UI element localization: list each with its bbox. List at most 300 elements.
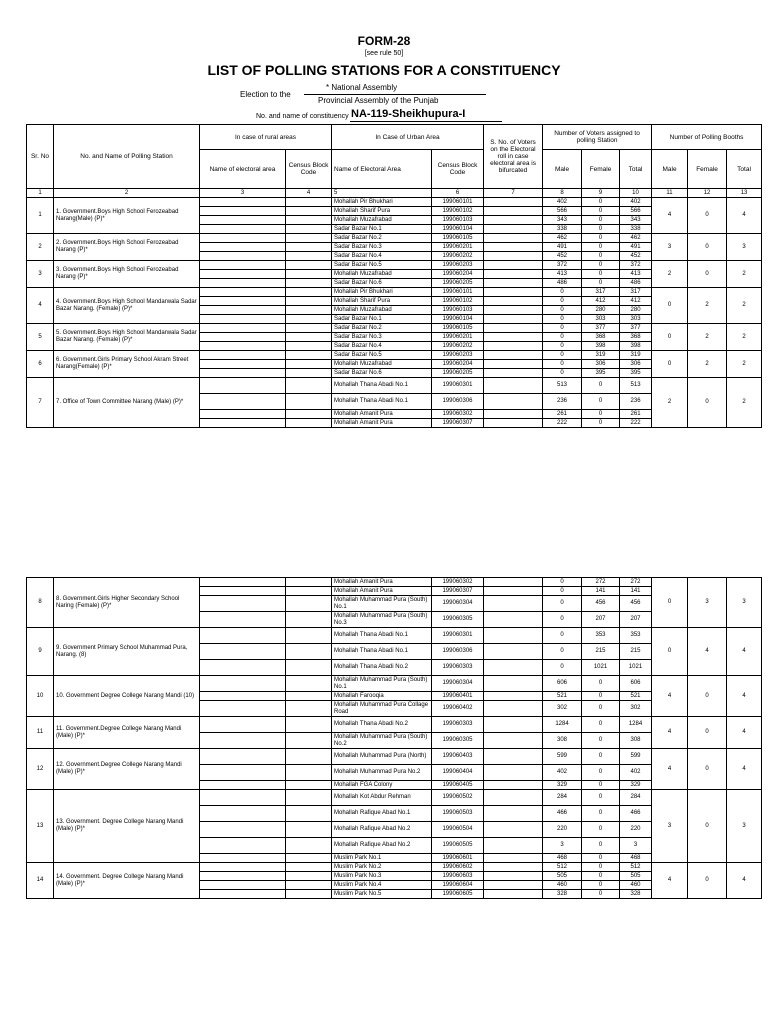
rural-census-code bbox=[286, 198, 332, 207]
voters-male: 284 bbox=[543, 790, 582, 806]
bifurcated-serial bbox=[484, 333, 543, 342]
rural-census-code bbox=[286, 863, 332, 872]
rural-electoral-area bbox=[200, 822, 286, 838]
voters-total: 368 bbox=[620, 333, 652, 342]
election-divider bbox=[304, 94, 486, 95]
rural-census-code bbox=[286, 410, 332, 419]
voters-total: 207 bbox=[620, 612, 652, 628]
booths-male: 4 bbox=[652, 198, 688, 234]
urban-electoral-area: Mohallah Pir Bhukhari bbox=[332, 288, 432, 297]
booths-male: 4 bbox=[652, 717, 688, 749]
rural-electoral-area bbox=[200, 216, 286, 225]
header-rural-areas: In case of rural areas bbox=[200, 125, 332, 150]
voters-female: 0 bbox=[582, 692, 620, 701]
header-rural-census-code: Census Block Code bbox=[286, 150, 332, 189]
table-row bbox=[27, 288, 762, 297]
voters-male: 0 bbox=[543, 628, 582, 644]
voters-total: 402 bbox=[620, 765, 652, 781]
booths-female: 2 bbox=[688, 288, 727, 324]
voters-female: 0 bbox=[582, 806, 620, 822]
bifurcated-serial bbox=[484, 270, 543, 279]
urban-electoral-area: Mohallah Muhammad Pura (South) No.2 bbox=[332, 733, 432, 749]
column-number: 7 bbox=[484, 189, 543, 198]
header-booths-male: Male bbox=[652, 150, 688, 189]
bifurcated-serial bbox=[484, 324, 543, 333]
booths-female: 0 bbox=[688, 749, 727, 790]
voters-female: 377 bbox=[582, 324, 620, 333]
bifurcated-serial bbox=[484, 692, 543, 701]
voters-total: 343 bbox=[620, 216, 652, 225]
rural-census-code bbox=[286, 378, 332, 394]
header-sr-no: Sr. No bbox=[27, 125, 54, 189]
rural-electoral-area bbox=[200, 881, 286, 890]
voters-male: 0 bbox=[543, 315, 582, 324]
header-urban-census-code: Census Block Code bbox=[432, 150, 484, 189]
census-block-code: 199060304 bbox=[432, 676, 484, 692]
voters-male: 0 bbox=[543, 342, 582, 351]
voters-total: 222 bbox=[620, 419, 652, 428]
column-number: 11 bbox=[652, 189, 688, 198]
voters-female: 0 bbox=[582, 838, 620, 854]
rural-census-code bbox=[286, 628, 332, 644]
rule-reference: [see rule 50] bbox=[364, 50, 404, 57]
urban-electoral-area: Sadar Bazar No.6 bbox=[332, 369, 432, 378]
polling-station-name: 13. Government. Degree College Narang Mandi (Male) (P)* bbox=[54, 790, 200, 863]
header-voters-total: Total bbox=[620, 150, 652, 189]
booths-female: 0 bbox=[688, 234, 727, 261]
bifurcated-serial bbox=[484, 261, 543, 270]
polling-stations-table-page-2 bbox=[26, 577, 762, 899]
voters-female: 0 bbox=[582, 279, 620, 288]
rural-census-code bbox=[286, 612, 332, 628]
voters-female: 368 bbox=[582, 333, 620, 342]
bifurcated-serial bbox=[484, 822, 543, 838]
voters-male: 460 bbox=[543, 881, 582, 890]
national-assembly-option: * National Assembly bbox=[326, 83, 398, 92]
urban-electoral-area: Sadar Bazar No.4 bbox=[332, 342, 432, 351]
voters-male: 466 bbox=[543, 806, 582, 822]
voters-male: 0 bbox=[543, 369, 582, 378]
voters-female: 0 bbox=[582, 234, 620, 243]
bifurcated-serial bbox=[484, 306, 543, 315]
rural-electoral-area bbox=[200, 279, 286, 288]
rural-electoral-area bbox=[200, 261, 286, 270]
voters-female: 0 bbox=[582, 270, 620, 279]
urban-electoral-area: Sadar Bazar No.3 bbox=[332, 333, 432, 342]
census-block-code: 199060102 bbox=[432, 207, 484, 216]
booths-female: 2 bbox=[688, 351, 727, 378]
census-block-code: 199060105 bbox=[432, 324, 484, 333]
rural-census-code bbox=[286, 806, 332, 822]
voters-total: 319 bbox=[620, 351, 652, 360]
voters-total: 303 bbox=[620, 315, 652, 324]
rural-census-code bbox=[286, 733, 332, 749]
rural-electoral-area bbox=[200, 270, 286, 279]
voters-male: 328 bbox=[543, 890, 582, 899]
polling-station-name: 10. Government Degree College Narang Mandi (10) bbox=[54, 676, 200, 717]
census-block-code: 199060504 bbox=[432, 822, 484, 838]
voters-male: 338 bbox=[543, 225, 582, 234]
booths-total: 4 bbox=[727, 749, 762, 790]
urban-electoral-area: Mohallah Thana Abadi No.1 bbox=[332, 394, 432, 410]
voters-female: 398 bbox=[582, 342, 620, 351]
voters-total: 317 bbox=[620, 288, 652, 297]
rural-census-code bbox=[286, 717, 332, 733]
census-block-code: 199060102 bbox=[432, 297, 484, 306]
voters-total: 215 bbox=[620, 644, 652, 660]
voters-female: 306 bbox=[582, 360, 620, 369]
rural-electoral-area bbox=[200, 288, 286, 297]
station-sr-no: 4 bbox=[27, 288, 54, 324]
voters-total: 513 bbox=[620, 378, 652, 394]
station-sr-no: 1 bbox=[27, 198, 54, 234]
rural-electoral-area bbox=[200, 207, 286, 216]
voters-male: 0 bbox=[543, 587, 582, 596]
bifurcated-serial bbox=[484, 243, 543, 252]
census-block-code: 199060602 bbox=[432, 863, 484, 872]
rural-census-code bbox=[286, 360, 332, 369]
bifurcated-serial bbox=[484, 881, 543, 890]
rural-census-code bbox=[286, 676, 332, 692]
urban-electoral-area: Mohallah Sharif Pura bbox=[332, 297, 432, 306]
bifurcated-serial bbox=[484, 216, 543, 225]
voters-male: 372 bbox=[543, 261, 582, 270]
rural-electoral-area bbox=[200, 765, 286, 781]
booths-male: 3 bbox=[652, 790, 688, 863]
table-row bbox=[27, 351, 762, 360]
constituency-underline bbox=[350, 121, 502, 122]
rural-electoral-area bbox=[200, 612, 286, 628]
rural-electoral-area bbox=[200, 297, 286, 306]
rural-census-code bbox=[286, 342, 332, 351]
voters-total: 460 bbox=[620, 881, 652, 890]
census-block-code: 199060404 bbox=[432, 765, 484, 781]
voters-male: 343 bbox=[543, 216, 582, 225]
urban-electoral-area: Mohallah Amanit Pura bbox=[332, 419, 432, 428]
voters-total: 505 bbox=[620, 872, 652, 881]
booths-female: 0 bbox=[688, 790, 727, 863]
header-bifurcated-voters: S. No. of Voters on the Electoral roll in case electoral area is bifurcated bbox=[484, 125, 543, 189]
station-sr-no: 2 bbox=[27, 234, 54, 261]
census-block-code: 199060502 bbox=[432, 790, 484, 806]
rural-electoral-area bbox=[200, 578, 286, 587]
voters-female: 0 bbox=[582, 701, 620, 717]
voters-total: 261 bbox=[620, 410, 652, 419]
voters-female: 0 bbox=[582, 378, 620, 394]
urban-electoral-area: Mohallah Muhammad Pura (South) No.1 bbox=[332, 596, 432, 612]
census-block-code: 199060205 bbox=[432, 369, 484, 378]
voters-male: 0 bbox=[543, 297, 582, 306]
table-row bbox=[27, 198, 762, 207]
voters-male: 261 bbox=[543, 410, 582, 419]
bifurcated-serial bbox=[484, 863, 543, 872]
booths-male: 0 bbox=[652, 324, 688, 351]
constituency-name: NA-119-Sheikhupura-I bbox=[351, 108, 466, 120]
voters-male: 329 bbox=[543, 781, 582, 790]
voters-female: 0 bbox=[582, 717, 620, 733]
voters-total: 353 bbox=[620, 628, 652, 644]
rural-census-code bbox=[286, 781, 332, 790]
urban-electoral-area: Mohallah Muhammad Pura Collage Road bbox=[332, 701, 432, 717]
voters-total: 284 bbox=[620, 790, 652, 806]
booths-total: 2 bbox=[727, 351, 762, 378]
urban-electoral-area: Mohallah Muhammad Pura (South) No.3 bbox=[332, 612, 432, 628]
urban-electoral-area: Sadar Bazar No.4 bbox=[332, 252, 432, 261]
census-block-code: 199060203 bbox=[432, 351, 484, 360]
rural-electoral-area bbox=[200, 587, 286, 596]
column-number: 5 bbox=[332, 189, 432, 198]
urban-electoral-area: Muslim Park No.1 bbox=[332, 854, 432, 863]
bifurcated-serial bbox=[484, 419, 543, 428]
table-row bbox=[27, 863, 762, 872]
census-block-code: 199060304 bbox=[432, 596, 484, 612]
voters-female: 303 bbox=[582, 315, 620, 324]
voters-female: 456 bbox=[582, 596, 620, 612]
voters-female: 141 bbox=[582, 587, 620, 596]
rural-electoral-area bbox=[200, 243, 286, 252]
rural-electoral-area bbox=[200, 749, 286, 765]
voters-male: 302 bbox=[543, 701, 582, 717]
voters-female: 272 bbox=[582, 578, 620, 587]
rural-census-code bbox=[286, 207, 332, 216]
voters-male: 521 bbox=[543, 692, 582, 701]
rural-census-code bbox=[286, 578, 332, 587]
booths-male: 3 bbox=[652, 234, 688, 261]
census-block-code: 199060305 bbox=[432, 612, 484, 628]
voters-total: 308 bbox=[620, 733, 652, 749]
rural-census-code bbox=[286, 587, 332, 596]
urban-electoral-area: Mohallah Pir Bhukhari bbox=[332, 198, 432, 207]
rural-electoral-area bbox=[200, 394, 286, 410]
voters-female: 317 bbox=[582, 288, 620, 297]
voters-male: 606 bbox=[543, 676, 582, 692]
voters-male: 0 bbox=[543, 306, 582, 315]
booths-female: 4 bbox=[688, 628, 727, 676]
census-block-code: 199060401 bbox=[432, 692, 484, 701]
rural-electoral-area bbox=[200, 306, 286, 315]
booths-male: 2 bbox=[652, 378, 688, 428]
header-voters-male: Male bbox=[543, 150, 582, 189]
voters-female: 280 bbox=[582, 306, 620, 315]
voters-total: 466 bbox=[620, 806, 652, 822]
rural-census-code bbox=[286, 315, 332, 324]
voters-male: 222 bbox=[543, 419, 582, 428]
rural-electoral-area bbox=[200, 351, 286, 360]
booths-male: 0 bbox=[652, 628, 688, 676]
rural-electoral-area bbox=[200, 717, 286, 733]
rural-census-code bbox=[286, 765, 332, 781]
bifurcated-serial bbox=[484, 872, 543, 881]
bifurcated-serial bbox=[484, 207, 543, 216]
urban-electoral-area: Muslim Park No.4 bbox=[332, 881, 432, 890]
voters-male: 452 bbox=[543, 252, 582, 261]
voters-male: 0 bbox=[543, 578, 582, 587]
voters-female: 207 bbox=[582, 612, 620, 628]
voters-male: 402 bbox=[543, 198, 582, 207]
table-row bbox=[27, 578, 762, 587]
bifurcated-serial bbox=[484, 612, 543, 628]
census-block-code: 199060403 bbox=[432, 749, 484, 765]
rural-census-code bbox=[286, 838, 332, 854]
rural-census-code bbox=[286, 369, 332, 378]
census-block-code: 199060601 bbox=[432, 854, 484, 863]
voters-female: 215 bbox=[582, 644, 620, 660]
column-number: 3 bbox=[200, 189, 286, 198]
station-sr-no: 3 bbox=[27, 261, 54, 288]
voters-total: 398 bbox=[620, 342, 652, 351]
urban-electoral-area: Muslim Park No.2 bbox=[332, 863, 432, 872]
urban-electoral-area: Mohallah Amanit Pura bbox=[332, 410, 432, 419]
rural-electoral-area bbox=[200, 733, 286, 749]
census-block-code: 199060204 bbox=[432, 360, 484, 369]
rural-electoral-area bbox=[200, 252, 286, 261]
urban-electoral-area: Mohallah Rafique Abad No.2 bbox=[332, 838, 432, 854]
rural-census-code bbox=[286, 419, 332, 428]
census-block-code: 199060104 bbox=[432, 315, 484, 324]
rural-census-code bbox=[286, 854, 332, 863]
voters-male: 566 bbox=[543, 207, 582, 216]
voters-female: 0 bbox=[582, 207, 620, 216]
bifurcated-serial bbox=[484, 288, 543, 297]
station-sr-no: 7 bbox=[27, 378, 54, 428]
voters-male: 468 bbox=[543, 854, 582, 863]
rural-electoral-area bbox=[200, 596, 286, 612]
census-block-code: 199060405 bbox=[432, 781, 484, 790]
census-block-code: 199060105 bbox=[432, 234, 484, 243]
bifurcated-serial bbox=[484, 644, 543, 660]
rural-electoral-area bbox=[200, 806, 286, 822]
rural-electoral-area bbox=[200, 369, 286, 378]
census-block-code: 199060202 bbox=[432, 342, 484, 351]
rural-electoral-area bbox=[200, 863, 286, 872]
rural-electoral-area bbox=[200, 890, 286, 899]
station-sr-no: 10 bbox=[27, 676, 54, 717]
rural-census-code bbox=[286, 234, 332, 243]
polling-stations-table-page-1 bbox=[26, 124, 762, 428]
voters-male: 308 bbox=[543, 733, 582, 749]
column-number: 4 bbox=[286, 189, 332, 198]
voters-female: 0 bbox=[582, 410, 620, 419]
urban-electoral-area: Mohallah Thana Abadi No.1 bbox=[332, 628, 432, 644]
booths-male: 0 bbox=[652, 578, 688, 628]
booths-female: 3 bbox=[688, 578, 727, 628]
bifurcated-serial bbox=[484, 765, 543, 781]
booths-total: 4 bbox=[727, 863, 762, 899]
rural-electoral-area bbox=[200, 315, 286, 324]
bifurcated-serial bbox=[484, 315, 543, 324]
census-block-code: 199060203 bbox=[432, 261, 484, 270]
bifurcated-serial bbox=[484, 838, 543, 854]
census-block-code: 199060306 bbox=[432, 394, 484, 410]
urban-electoral-area: Mohallah Rafique Abad No.1 bbox=[332, 806, 432, 822]
voters-female: 0 bbox=[582, 749, 620, 765]
booths-male: 0 bbox=[652, 288, 688, 324]
urban-electoral-area: Sadar Bazar No.2 bbox=[332, 234, 432, 243]
voters-female: 0 bbox=[582, 881, 620, 890]
voters-total: 462 bbox=[620, 234, 652, 243]
voters-male: 462 bbox=[543, 234, 582, 243]
provincial-assembly-option: Provincial Assembly of the Punjab bbox=[318, 96, 439, 105]
station-sr-no: 13 bbox=[27, 790, 54, 863]
voters-female: 0 bbox=[582, 863, 620, 872]
bifurcated-serial bbox=[484, 369, 543, 378]
census-block-code: 199060301 bbox=[432, 628, 484, 644]
census-block-code: 199060202 bbox=[432, 252, 484, 261]
voters-total: 566 bbox=[620, 207, 652, 216]
voters-total: 412 bbox=[620, 297, 652, 306]
voters-female: 0 bbox=[582, 394, 620, 410]
rural-census-code bbox=[286, 644, 332, 660]
bifurcated-serial bbox=[484, 854, 543, 863]
booths-male: 4 bbox=[652, 863, 688, 899]
header-voters-female: Female bbox=[582, 150, 620, 189]
booths-male: 2 bbox=[652, 261, 688, 288]
voters-total: 306 bbox=[620, 360, 652, 369]
urban-electoral-area: Sadar Bazar No.3 bbox=[332, 243, 432, 252]
bifurcated-serial bbox=[484, 198, 543, 207]
booths-female: 0 bbox=[688, 378, 727, 428]
rural-electoral-area bbox=[200, 872, 286, 881]
voters-female: 319 bbox=[582, 351, 620, 360]
rural-electoral-area bbox=[200, 628, 286, 644]
polling-station-name: 12. Government.Degree College Narang Mandi (Male) (P)* bbox=[54, 749, 200, 790]
rural-electoral-area bbox=[200, 644, 286, 660]
voters-male: 413 bbox=[543, 270, 582, 279]
polling-station-name: 14. Government. Degree College Narang Mandi (Male) (P)* bbox=[54, 863, 200, 899]
urban-electoral-area: Sadar Bazar No.5 bbox=[332, 261, 432, 270]
booths-total: 3 bbox=[727, 790, 762, 863]
bifurcated-serial bbox=[484, 394, 543, 410]
rural-electoral-area bbox=[200, 701, 286, 717]
bifurcated-serial bbox=[484, 676, 543, 692]
voters-male: 220 bbox=[543, 822, 582, 838]
rural-census-code bbox=[286, 394, 332, 410]
station-sr-no: 5 bbox=[27, 324, 54, 351]
booths-female: 2 bbox=[688, 324, 727, 351]
voters-total: 606 bbox=[620, 676, 652, 692]
bifurcated-serial bbox=[484, 806, 543, 822]
census-block-code: 199060101 bbox=[432, 288, 484, 297]
voters-male: 599 bbox=[543, 749, 582, 765]
voters-total: 272 bbox=[620, 578, 652, 587]
polling-station-name: 4. Government.Boys High School Mandarwala Sadar Bazar Narang. (Female) (P)* bbox=[54, 288, 200, 324]
table-row bbox=[27, 324, 762, 333]
census-block-code: 199060303 bbox=[432, 717, 484, 733]
urban-electoral-area: Mohallah FGA Colony bbox=[332, 781, 432, 790]
voters-total: 1021 bbox=[620, 660, 652, 676]
rural-census-code bbox=[286, 225, 332, 234]
census-block-code: 199060605 bbox=[432, 890, 484, 899]
voters-male: 505 bbox=[543, 872, 582, 881]
station-sr-no: 8 bbox=[27, 578, 54, 628]
voters-total: 220 bbox=[620, 822, 652, 838]
voters-total: 280 bbox=[620, 306, 652, 315]
census-block-code: 199060307 bbox=[432, 587, 484, 596]
rural-electoral-area bbox=[200, 360, 286, 369]
census-block-code: 199060505 bbox=[432, 838, 484, 854]
rural-census-code bbox=[286, 279, 332, 288]
booths-total: 4 bbox=[727, 717, 762, 749]
voters-male: 0 bbox=[543, 596, 582, 612]
voters-total: 452 bbox=[620, 252, 652, 261]
rural-census-code bbox=[286, 243, 332, 252]
voters-total: 491 bbox=[620, 243, 652, 252]
bifurcated-serial bbox=[484, 660, 543, 676]
polling-station-name: 3. Government.Boys High School Ferozeabad Narang (P)* bbox=[54, 261, 200, 288]
booths-total: 3 bbox=[727, 578, 762, 628]
voters-female: 0 bbox=[582, 822, 620, 838]
census-block-code: 199060402 bbox=[432, 701, 484, 717]
